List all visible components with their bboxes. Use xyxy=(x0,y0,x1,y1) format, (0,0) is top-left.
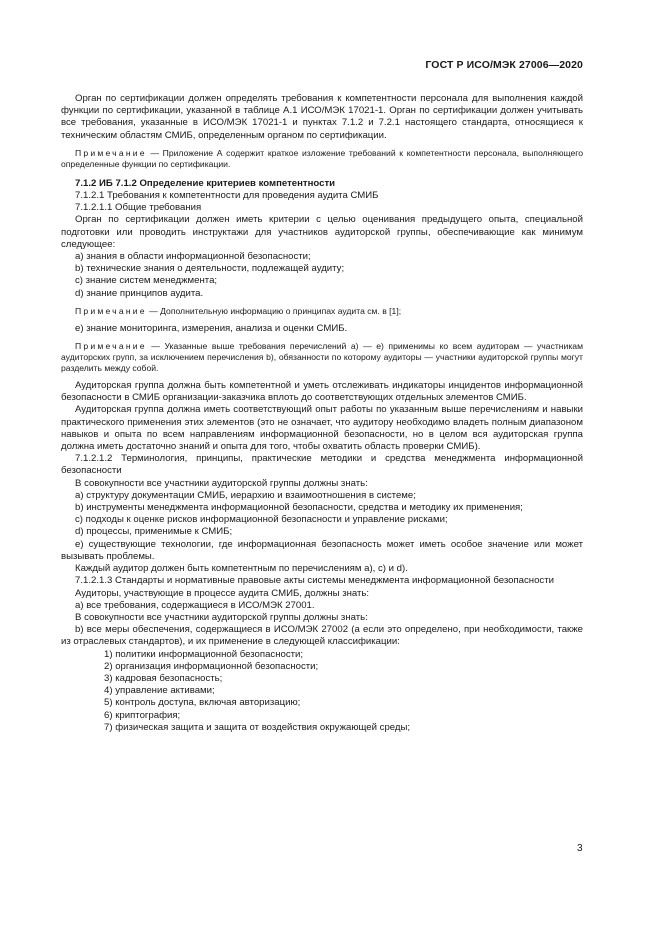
note-text: — Дополнительную информацию о принципах аудита см. в [1]; xyxy=(146,305,402,316)
list-item: a) структуру документации СМИБ, иерархию и взаимоотношения в системе; xyxy=(75,489,416,501)
sublist-item: 7) физическая защита и защита от воздействия окружающей среды; xyxy=(104,721,411,733)
list-item: a) все требования, содержащиеся в ИСО/МЭК 27001. xyxy=(75,599,315,611)
team-paragraph-1: Аудиторская группа должна быть компетентной и уметь отслеживать индикаторы инцидентов информационной безопасности в СМИБ организации-заказчика вплоть до соответствующих отдельных элементов СМИБ. xyxy=(61,380,583,404)
note-2 xyxy=(61,306,583,317)
subsection-heading-7-1-2-1-3: 7.1.2.1.3 Стандарты и нормативные правовые акты системы менеджмента информационной безопасности xyxy=(75,575,554,587)
section-heading-7-1-2: 7.1.2 ИБ 7.1.2 Определение критериев компетентности xyxy=(75,177,336,189)
knowledge-paragraph-2: В совокупности все участники аудиторской группы должны знать: xyxy=(75,611,368,623)
list-item: e) существующие технологии, где информационная безопасность может иметь особое значение или может вызывать проблемы. xyxy=(61,538,583,562)
note-label: Примечание xyxy=(75,305,147,316)
note-label: Примечание xyxy=(75,341,147,352)
list-item: e) знание мониторинга, измерения, анализа и оценки СМИБ. xyxy=(75,322,348,334)
note-label: Примечание xyxy=(75,147,147,158)
criteria-paragraph: Орган по сертификации должен иметь критерии с целью оценивания предыдущего опыта, специальной подготовки или проводить инструктажи для участников аудиторской группы, обеспечивающие как минимум следующее: xyxy=(61,214,583,250)
sublist-item: 2) организация информационной безопасности; xyxy=(104,660,319,672)
page-number: 3 xyxy=(577,843,583,854)
auditors-paragraph: Аудиторы, участвующие в процессе аудита СМИБ, должны знать: xyxy=(75,587,370,599)
note-text: — Указанные выше требования перечислений a) — e) применимы ко всем аудиторам — участникам аудиторских групп, за исключением перечисления b), обязанности по которому аудиторы — участники аудиторской группы могут разделить между собой. xyxy=(61,341,583,374)
note-3 xyxy=(61,341,583,374)
sublist-item: 5) контроль доступа, включая авторизацию; xyxy=(104,697,301,709)
list-item: b) инструменты менеджмента информационной безопасности, средства и методику их применения; xyxy=(75,502,523,514)
team-paragraph-2: Аудиторская группа должна иметь соответствующий опыт работы по указанным выше перечислениям и навыки практического применения этих элементов (это не означает, что аудитору необходимо владеть полным диапазоном навыков и опыта по всем направлениям информационной безопасности, но в целом вся аудиторская группа должна иметь достаточно знаний и опыта для того, чтобы охватить область проверки СМИБ). xyxy=(61,404,583,453)
sublist-item: 6) криптография; xyxy=(104,709,181,721)
subsection-heading-7-1-2-1-1: 7.1.2.1.1 Общие требования xyxy=(75,202,202,214)
subsection-heading-7-1-2-1: 7.1.2.1 Требования к компетентности для проведения аудита СМИБ xyxy=(75,190,379,202)
list-item: b) все меры обеспечения, содержащиеся в ИСО/МЭК 27002 (а если это определено, при необходимости, также из отраслевых стандартов), и их применение в следующей классификации: xyxy=(61,624,583,648)
intro-paragraph: Орган по сертификации должен определять требования к компетентности персонала для выполнения каждой функции по сертификации, указанной в таблице А.1 ИСО/МЭК 17021-1. Орган по сертификации должен учитывать все требования, указанные в ИСО/МЭК 17021-1 и пунктах 7.1.2 и 7.2.1 настоящего стандарта, относящиеся к техническим областям СМИБ, определенным органом по сертификации. xyxy=(61,93,583,141)
document-code: ГОСТ Р ИСО/МЭК 27006—2020 xyxy=(425,59,583,71)
knowledge-paragraph: В совокупности все участники аудиторской группы должны знать: xyxy=(75,477,368,489)
note-text: — Приложение А содержит краткое изложение требований к компетентности персонала, выполняющего определенные функции по сертификации. xyxy=(61,147,583,169)
list-item: c) знание систем менеджмента; xyxy=(75,275,218,287)
list-item: c) подходы к оценке рисков информационной безопасности и управление рисками; xyxy=(75,514,448,526)
subsection-heading-7-1-2-1-2: 7.1.2.1.2 Терминология, принципы, практические методики и средства менеджмента информационной безопасности xyxy=(61,453,583,477)
note-1 xyxy=(61,148,583,170)
sublist-item: 3) кадровая безопасность; xyxy=(104,672,223,684)
list-item: d) процессы, применимые к СМИБ; xyxy=(75,526,233,538)
list-item: b) технические знания о деятельности, подлежащей аудиту; xyxy=(75,263,345,275)
sublist-item: 1) политики информационной безопасности; xyxy=(104,648,304,660)
each-auditor-paragraph: Каждый аудитор должен быть компетентным по перечислениям a), c) и d). xyxy=(75,563,408,575)
list-item: d) знание принципов аудита. xyxy=(75,287,204,299)
page-body xyxy=(61,93,583,734)
sublist-item: 4) управление активами; xyxy=(104,685,215,697)
list-item: a) знания в области информационной безопасности; xyxy=(75,251,311,263)
